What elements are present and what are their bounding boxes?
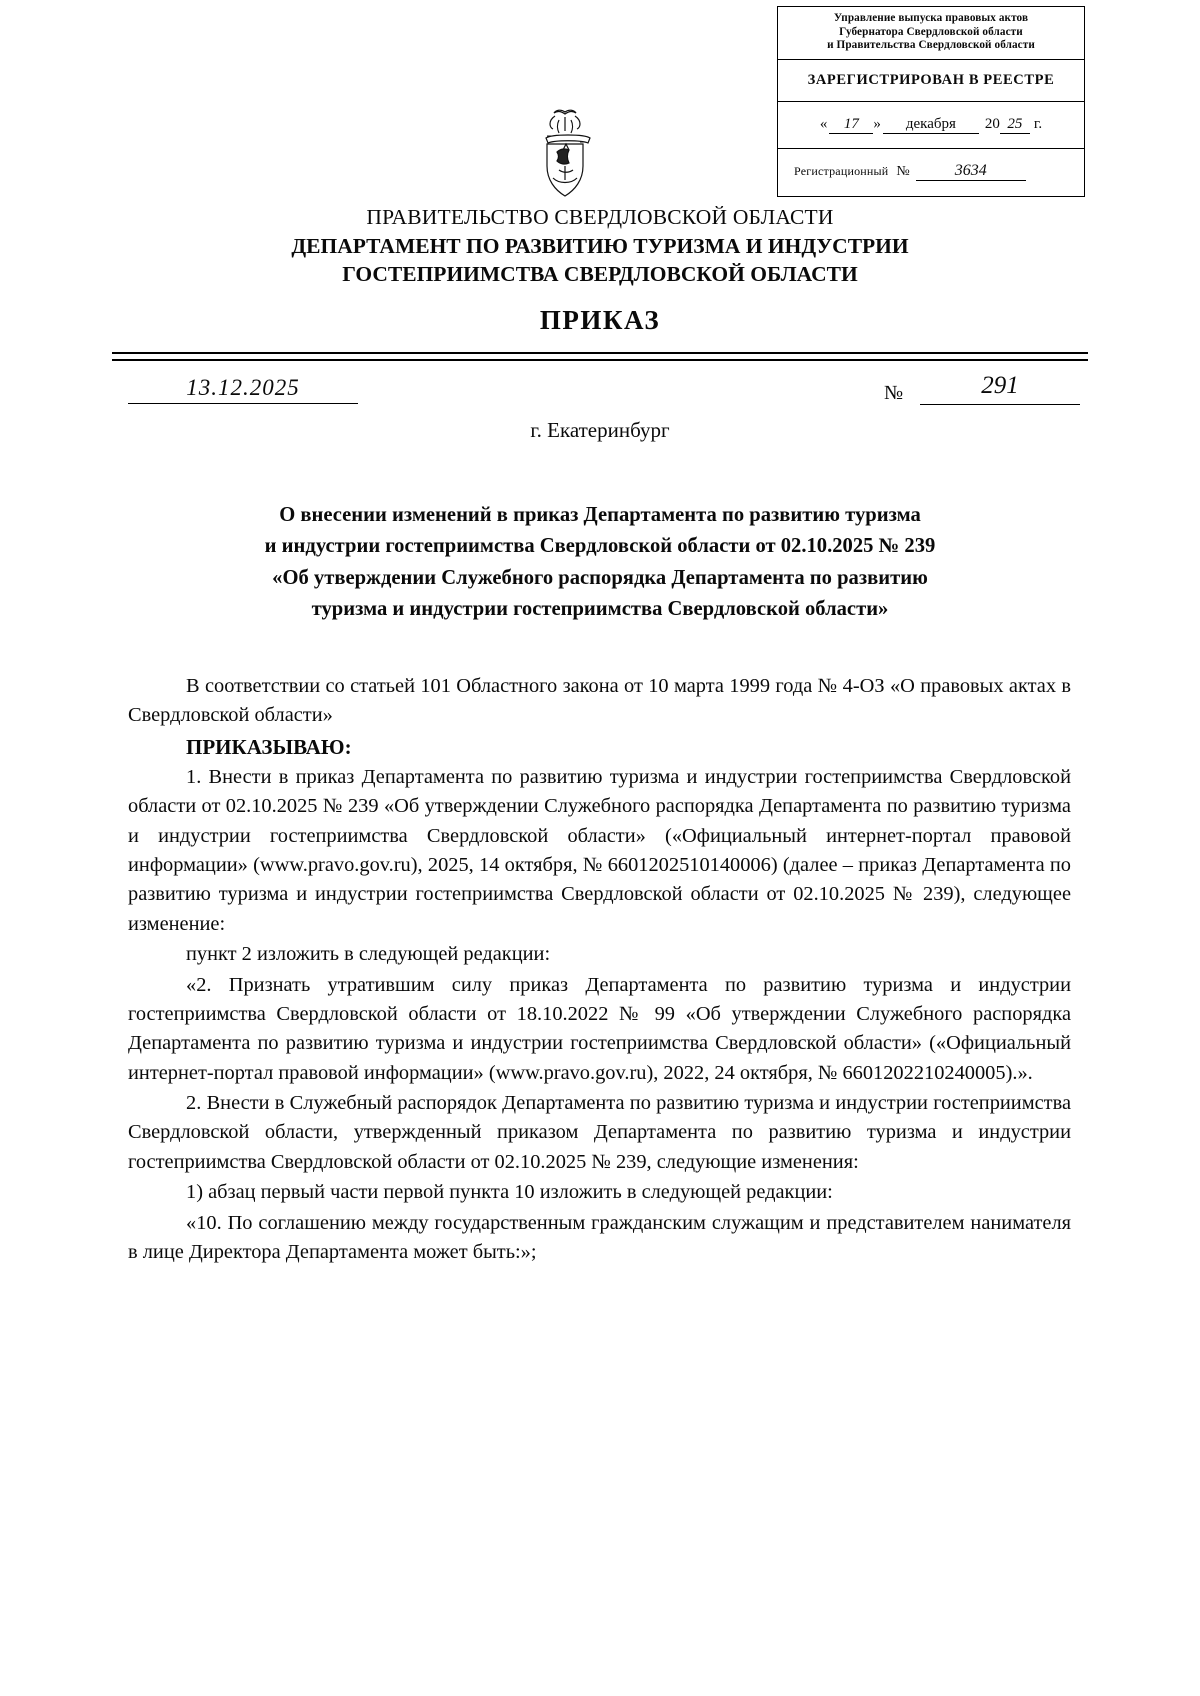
stamp-number-band xyxy=(778,148,1084,196)
paragraph-6: «10. По соглашению между государственным гражданским служащим и представителем нанимателя в лице Директора Департамента может быть:»; xyxy=(128,1211,1071,1263)
page-title-department xyxy=(110,232,1090,289)
stamp-title-band xyxy=(778,59,1084,101)
registration-stamp xyxy=(777,6,1085,197)
paragraph-3: «2. Признать утратившим силу приказ Департамента по развитию туризма и индустрии гостеприимства Свердловской области от 18.10.2022 № 99 «Об утверждении Служебного распорядка Департамента по развитию туризма и индустрии гостеприимства Свердловской области» («Официальный интернет-портал правовой информации» (www.pravo.gov.ru), 2022, 24 октября, № 6601202210240005).». xyxy=(128,973,1071,1084)
stamp-month: декабря xyxy=(883,116,979,134)
stamp-date-row xyxy=(784,107,1078,142)
order-keyword: ПРИКАЗЫВАЮ: xyxy=(186,734,352,759)
stamp-number-row xyxy=(784,154,1078,190)
stamp-org-line-1: Управление выпуска правовых актов xyxy=(833,12,1029,24)
stamp-year: 25 xyxy=(1000,116,1030,134)
stamp-no-label: № xyxy=(896,163,910,179)
paragraph-5: 1) абзац первый части первой пункта 10 изложить в следующей редакции: xyxy=(186,1181,833,1204)
paragraph-preamble: В соответствии со статьей 101 Областного закона от 10 марта 1999 года № 4-ОЗ «О правовых актах в Свердловской области» xyxy=(128,675,1071,727)
stamp-organization xyxy=(778,7,1084,59)
page-title-government: ПРАВИТЕЛЬСТВО СВЕРДЛОВСКОЙ ОБЛАСТИ xyxy=(366,205,834,229)
paragraph-2: пункт 2 изложить в следующей редакции: xyxy=(186,943,551,966)
document-title-line-2: и индустрии гостеприимства Свердловской области от 02.10.2025 № 239 xyxy=(264,535,936,558)
paragraph-1: 1. Внести в приказ Департамента по развитию туризма и индустрии гостеприимства Свердловской области от 02.10.2025 № 239 «Об утверждении Служебного распорядка Департамента по развитию туризма и индустрии гостеприимства Свердловской области» («Официальный интернет-портал правовой информации» (www.pravo.gov.ru), 2025, 14 октября, № 6601202510140006) (далее – приказ Департамента по развитию туризма и индустрии гостеприимства Свердловской области от 02.10.2025 № 239), следующее изменение: xyxy=(128,765,1071,935)
document-title xyxy=(150,500,1050,625)
divider-rule-top xyxy=(112,352,1088,354)
stamp-reg-label: Регистрационный xyxy=(794,163,889,178)
paragraph-4: 2. Внести в Служебный распорядок Департамента по развитию туризма и индустрии гостеприимства Свердловской области, утвержденный приказом Департамента по развитию туризма и индустрии гостеприимства Свердловской области от 02.10.2025 № 239, следующие изменения: xyxy=(128,1092,1071,1173)
document-body xyxy=(128,672,1071,1268)
document-type: ПРИКАЗ xyxy=(539,305,661,335)
document-number: 291 xyxy=(920,372,1080,405)
department-line-1: ДЕПАРТАМЕНТ ПО РАЗВИТИЮ ТУРИЗМА И ИНДУСТРИИ xyxy=(291,234,909,258)
document-date: 13.12.2025 xyxy=(128,375,358,404)
stamp-org-line-2: Губернатора Свердловской области xyxy=(839,25,1023,38)
divider-rule-bottom xyxy=(112,359,1088,361)
department-line-2: ГОСТЕПРИИМСТВА СВЕРДЛОВСКОЙ ОБЛАСТИ xyxy=(342,262,858,287)
stamp-year-prefix: 20 xyxy=(984,115,1000,132)
document-city: г. Екатеринбург xyxy=(530,418,670,442)
document-title-line-3: «Об утверждении Служебного распорядка Департамента по развитию xyxy=(272,566,928,589)
document-title-line-1: О внесении изменений в приказ Департамента по развитию туризма xyxy=(279,504,921,526)
stamp-day: 17 xyxy=(829,116,873,134)
stamp-org-line-3: и Правительства Свердловской области xyxy=(827,39,1035,52)
document-number-label: № xyxy=(884,382,904,404)
stamp-quote-open: « xyxy=(819,115,828,132)
stamp-quote-close: » xyxy=(873,115,881,132)
stamp-title: ЗАРЕГИСТРИРОВАН В РЕЕСТРЕ xyxy=(807,71,1055,88)
coat-of-arms-icon xyxy=(533,108,597,204)
stamp-date-band xyxy=(778,101,1084,148)
document-title-line-4: туризма и индустрии гостеприимства Свердловской области» xyxy=(311,597,889,620)
stamp-year-suffix: г. xyxy=(1033,115,1043,132)
stamp-reg-number: 3634 xyxy=(916,162,1026,181)
